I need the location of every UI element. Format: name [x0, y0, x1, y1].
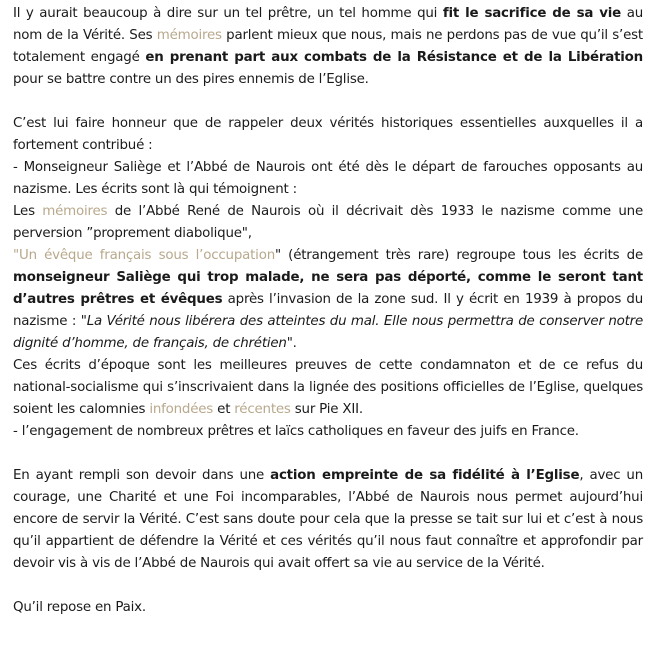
text: C’est lui faire honneur que de rappeler deux vérités historiques essentielles auxquelles il a fortement contribué : [13, 116, 643, 153]
text: et [213, 402, 235, 417]
text: " (étrangement très rare) regroupe tous les écrits de [274, 248, 643, 263]
paragraph-truths [13, 113, 643, 443]
memoires-line [13, 201, 643, 245]
bold-text: monseigneur Saliège qui trop malade, ne sera pas déporté, comme le seront tant d’autres prêtres et évêques [13, 270, 643, 307]
text: , avec un courage, une Charité et une Foi incomparables, l’Abbé de Naurois nous permet aujourd’hui encore de servir la Vérité. C’est sans doute pour cela que la presse se tait sur lui et c’est à nous qu’il appartient de défendre la Vérité et ces vérités qu’il nous faut connaître et approfondir par devoir vis à vis de l’Abbé de Naurois qui avait offert sa vie au service de la Vérité. [13, 468, 643, 571]
text: au nom de la Vérité. Ses [13, 6, 643, 43]
text: Les [13, 204, 43, 219]
memoires-link-2[interactable]: mémoires [42, 204, 108, 219]
text: ". [286, 336, 297, 351]
ecrits-line [13, 355, 643, 421]
text: parlent mieux que nous, mais ne perdons pas de vue qu’il s’est totalement engagé [13, 28, 643, 65]
book-quote-mark[interactable]: " [13, 248, 19, 263]
text: sur Pie XII. [290, 402, 363, 417]
memoires-link[interactable]: mémoires [156, 28, 222, 43]
infondees-link[interactable]: infondées [149, 402, 214, 417]
paragraph-conclusion [13, 465, 643, 575]
bold-text: en prenant part aux combats de la Résistance et de la Libération [145, 50, 644, 65]
recentes-link[interactable]: récentes [234, 402, 291, 417]
bold-text: fit le sacrifice de sa vie [442, 6, 622, 21]
italic-quote: La Vérité nous libérera des atteintes du mal. Elle nous permettra de conserver notre dignité d’homme, de français, de chrétien [13, 314, 643, 351]
book-line [13, 245, 643, 355]
paragraph-closing [13, 597, 643, 619]
list-item: - l’engagement de nombreux prêtres et laïcs catholiques en faveur des juifs en France. [13, 424, 579, 439]
paragraph-intro [13, 3, 643, 91]
text: Il y aurait beaucoup à dire sur un tel prêtre, un tel homme qui [13, 6, 443, 21]
list-item: - Monseigneur Saliège et l’Abbé de Naurois ont été dès le départ de farouches opposants au nazisme. Les écrits sont là qui témoignent : [13, 160, 643, 197]
bold-text: action empreinte de sa fidélité à l’Eglise [270, 468, 580, 483]
text: Qu’il repose en Paix. [13, 600, 146, 615]
text: après l’invasion de la zone sud. Il y écrit en 1939 à propos du nazisme : " [13, 292, 643, 329]
book-link[interactable]: Un évêque français sous l’occupation [18, 248, 275, 263]
article-body [13, 3, 643, 641]
text: Ces écrits d’époque sont les meilleures preuves de cette condamnaton et de ce refus du national-socialisme qui s’inscrivaient dans la lignée des positions officielles de l’Eglise, quelques soient les calomnies [13, 358, 643, 417]
text: de l’Abbé René de Naurois où il décrivait dès 1933 le nazisme comme une perversion ”proprement diabolique", [13, 204, 643, 241]
text: pour se battre contre un des pires ennemis de l’Eglise. [13, 72, 369, 87]
text: En ayant rempli son devoir dans une [13, 468, 271, 483]
